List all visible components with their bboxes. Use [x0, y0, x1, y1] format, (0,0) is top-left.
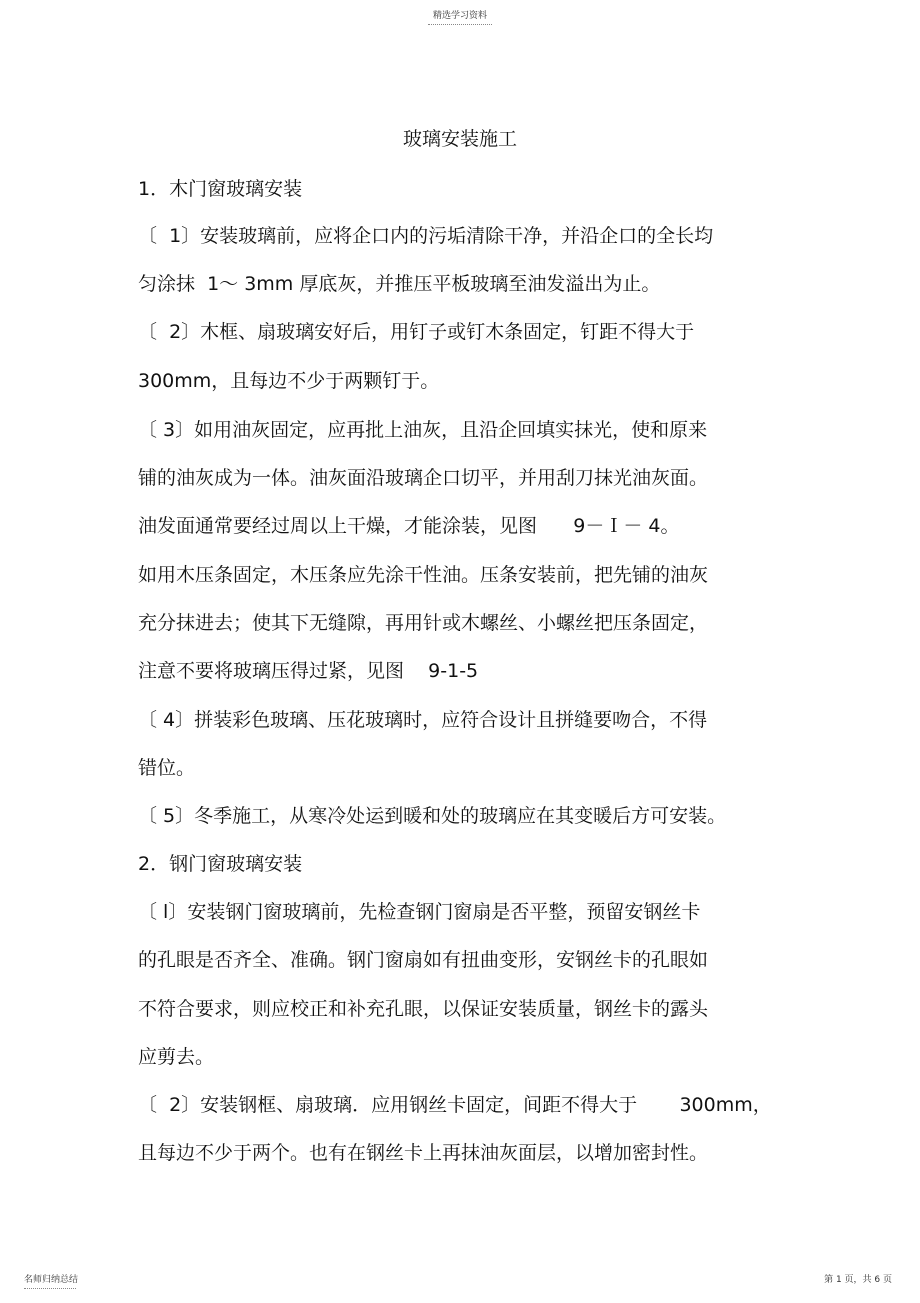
body-line: 〔 3〕如用油灰固定，应再批上油灰，且沿企回填实抹光，使和原来 [138, 419, 708, 441]
body-line: 〔 2〕安装钢框、扇玻璃．应用钢丝卡固定，间距不得大于 300mm， [138, 1094, 772, 1116]
body-line: 铺的油灰成为一体。油灰面沿玻璃企口切平，并用刮刀抹光油灰面。 [138, 467, 709, 489]
section-heading: 1．木门窗玻璃安装 [138, 178, 303, 200]
body-line: 匀涂抹 1～ 3mm 厚底灰，并推压平板玻璃至油发溢出为止。 [138, 273, 661, 295]
body-line: 〔 l〕安装钢门窗玻璃前，先检查钢门窗扇是否平整，预留安钢丝卡 [138, 901, 701, 923]
body-line: 〔 1〕安装玻璃前，应将企口内的污垢清除干净，并沿企口的全长均 [138, 225, 714, 247]
body-line: 300mm，且每边不少于两颗钉于。 [138, 370, 440, 392]
body-line: 的孔眼是否齐全、准确。钢门窗扇如有扭曲变形，安钢丝卡的孔眼如 [138, 949, 709, 971]
section-heading: 2．钢门窗玻璃安装 [138, 853, 303, 875]
header-label: 精选学习资料 [432, 11, 487, 21]
body-line: 〔 2〕木框、扇玻璃安好后，用钉子或钉木条固定，钉距不得大于 [138, 321, 695, 343]
body-line: 如用木压条固定，木压条应先涂干性油。压条安装前，把先铺的油灰 [138, 564, 709, 586]
footer-label: 名师归纳总结 [24, 1275, 79, 1285]
body-line: 应剪去。 [138, 1046, 215, 1068]
body-line: 注意不要将玻璃压得过紧，见图 9-1-5 [138, 660, 479, 682]
body-line: 不符合要求，则应校正和补充孔眼，以保证安装质量，钢丝卡的露头 [138, 998, 709, 1020]
body-line: 且每边不少于两个。也有在钢丝卡上再抹油灰面层，以增加密封性。 [138, 1142, 709, 1164]
page-number: 第 1 页，共 6 页 [824, 1275, 892, 1285]
body-line: 错位。 [138, 757, 196, 779]
header-dotted-rule [428, 24, 492, 25]
body-line: 〔 5〕冬季施工，从寒冷处运到暖和处的玻璃应在其变暖后方可安装。 [138, 805, 727, 827]
body-line: 油发面通常要经过周以上干燥，才能涂装，见图 9－Ｉ－ 4。 [138, 515, 680, 537]
body-line: 〔 4〕拼装彩色玻璃、压花玻璃时，应符合设计且拼缝要吻合，不得 [138, 709, 708, 731]
footer-dotted-rule [24, 1288, 76, 1289]
document-title: 玻璃安装施工 [402, 128, 517, 150]
body-line: 充分抹进去；使其下无缝隙，再用针或木螺丝、小螺丝把压条固定， [138, 612, 709, 634]
